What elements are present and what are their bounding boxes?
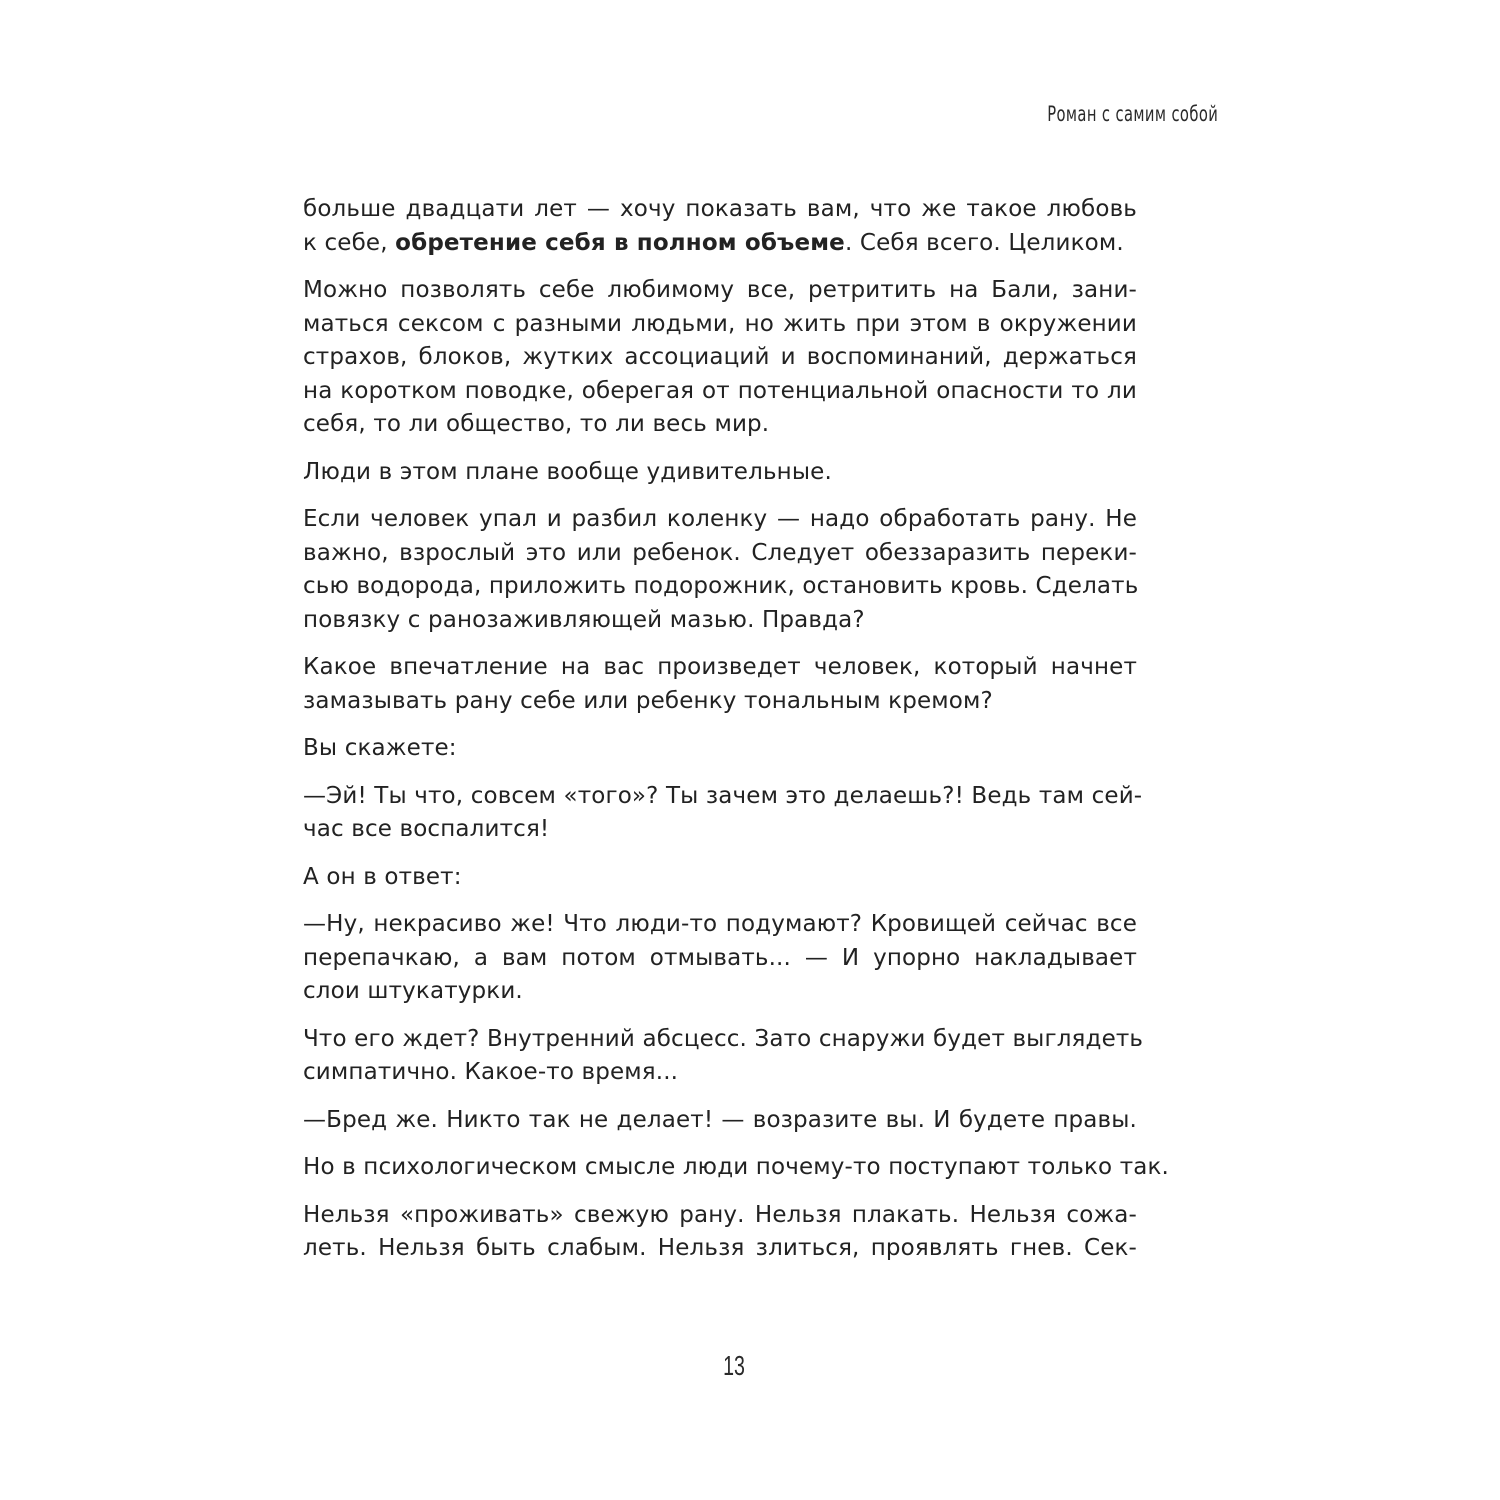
text-run: . Себя всего. Целиком. (844, 229, 1124, 256)
paragraph (303, 1151, 1170, 1185)
text-line (303, 341, 1137, 375)
text-line (303, 537, 1137, 571)
text-line (303, 685, 1137, 719)
text-run: Вы скажете: (303, 735, 457, 761)
paragraph (303, 908, 1137, 1009)
text-line (303, 732, 1137, 766)
text-line (303, 570, 1137, 604)
running-title: Роман с самим собой (1047, 102, 1218, 126)
body-text (303, 193, 1170, 1280)
text-run: перепачкаю, а вам потом отмывать... — И упорно накладывает (303, 944, 1137, 971)
text-run: Нельзя «проживать» свежую рану. Нельзя плакать. Нельзя сожа- (303, 1201, 1137, 1228)
paragraph (303, 1023, 1144, 1090)
text-run: Можно позволять себе любимому все, ретритить на Бали, зани- (303, 277, 1137, 303)
text-line (303, 908, 1137, 942)
text-run: повязку с ранозаживляющей мазью. Правда? (303, 606, 865, 633)
text-line (303, 1104, 1137, 1138)
text-line (303, 375, 1137, 409)
paragraph (303, 456, 1137, 490)
bold-phrase: обретение себя в полном объеме (395, 229, 845, 256)
text-line (303, 651, 1137, 685)
paragraph (303, 651, 1137, 718)
text-line (303, 408, 1137, 442)
paragraph (303, 780, 1143, 847)
text-line (303, 1232, 1137, 1266)
text-line (303, 503, 1137, 537)
text-run: час все воспалится! (303, 816, 550, 842)
text-run: важно, взрослый это или ребенок. Следует обеззаразить переки- (303, 539, 1137, 566)
text-line (303, 975, 1137, 1009)
text-run: себя, то ли общество, то ли весь мир. (303, 411, 770, 437)
text-line (303, 942, 1137, 976)
text-run: на коротком поводке, оберегая от потенциальной опасности то ли (303, 377, 1137, 404)
text-run: —Ну, некрасиво же! Что люди-то подумают? Кровищей сейчас все (303, 911, 1137, 937)
page-number: 13 (723, 1350, 745, 1381)
text-line (303, 193, 1137, 227)
text-line (303, 1056, 1137, 1090)
text-run: замазывать рану себе или ребенку тональным кремом? (303, 687, 993, 714)
paragraph (303, 1104, 1137, 1138)
text-run: Люди в этом плане вообще удивительные. (303, 458, 832, 485)
text-run: страхов, блоков, жутких ассоциаций и воспоминаний, держаться (303, 344, 1137, 370)
text-run: Но в психологическом смысле люди почему-то поступают только так. (303, 1154, 1170, 1180)
text-run: к себе, (303, 229, 396, 256)
text-line (303, 813, 1137, 847)
text-line (303, 861, 1137, 895)
text-line (303, 604, 1137, 638)
text-run: сью водорода, приложить подорожник, остановить кровь. Сделать (303, 573, 1139, 599)
paragraph (303, 861, 1137, 895)
text-run: леть. Нельзя быть слабым. Нельзя злиться, проявлять гнев. Сек- (303, 1235, 1137, 1261)
paragraph (303, 732, 1137, 766)
text-run: Что его ждет? Внутренний абсцесс. Зато снаружи будет выглядеть (303, 1025, 1144, 1052)
text-run: А он в ответ: (303, 863, 462, 890)
paragraph (303, 274, 1137, 442)
text-run: маться сексом с разными людьми, но жить при этом в окружении (303, 310, 1137, 337)
text-run: —Бред же. Никто так не делает! — возразите вы. И будете правы. (303, 1106, 1137, 1133)
text-line (303, 308, 1137, 342)
text-run: больше двадцати лет — хочу показать вам, что же такое любовь (303, 196, 1137, 222)
text-run: слои штукатурки. (303, 978, 523, 1004)
text-run: Если человек упал и разбил коленку — надо обработать рану. Не (303, 506, 1137, 532)
text-line (303, 227, 1137, 261)
text-line (303, 456, 1137, 490)
text-line (303, 274, 1137, 308)
text-line (303, 1151, 1170, 1185)
paragraph (303, 503, 1137, 637)
text-run: —Эй! Ты что, совсем «того»? Ты зачем это делаешь?! Ведь там сей- (303, 782, 1143, 809)
paragraph (303, 1199, 1137, 1266)
text-line (303, 1199, 1137, 1233)
text-run: Какое впечатление на вас произведет человек, который начнет (303, 654, 1137, 680)
text-line (303, 1023, 1144, 1057)
text-run: симпатично. Какое-то время... (303, 1059, 679, 1085)
text-line (303, 780, 1143, 814)
paragraph (303, 193, 1137, 260)
